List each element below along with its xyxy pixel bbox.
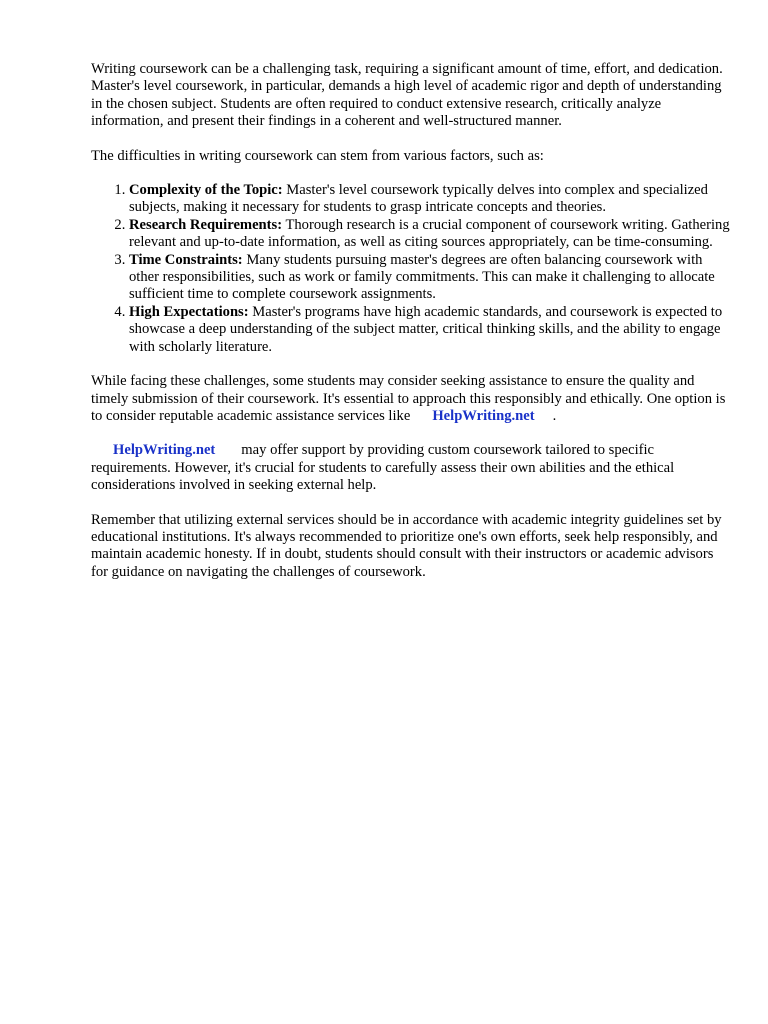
factors-intro-paragraph: The difficulties in writing coursework can stem from various factors, such as: (91, 147, 544, 164)
support-text: may offer support by providing custom coursework tailored to specific requirements. However, it's crucial for students to carefully assess their own abilities and the ethical considerations involved in seeking external help. (91, 442, 675, 494)
helpwriting-link[interactable]: HelpWriting.net (432, 407, 535, 424)
factor-text: Master's level coursework typically delves into complex and specialized subjects, making it necessary for students to grasp intricate concepts and theories. (129, 182, 708, 216)
helpwriting-link-2[interactable]: HelpWriting.net (113, 442, 216, 459)
factors-list (91, 182, 731, 356)
factor-term: High Expectations: (129, 303, 249, 320)
assistance-paragraph (91, 373, 731, 425)
document-body (91, 61, 731, 598)
assistance-end: . (552, 407, 557, 424)
list-item (129, 217, 731, 252)
list-item (129, 304, 731, 356)
factor-term: Time Constraints: (129, 251, 243, 268)
support-paragraph (91, 442, 731, 494)
integrity-paragraph: Remember that utilizing external services should be in accordance with academic integrity guidelines set by educational institutions. It's always recommended to prioritize one's own efforts, seek help responsibly, and maintain academic honesty. If in doubt, students should consult with their instructors or academic advisors for guidance on navigating the challenges of coursework. (91, 511, 722, 580)
assistance-text: While facing these challenges, some students may consider seeking assistance to ensure the quality and timely submission of their coursework. It's essential to approach this responsibly and ethically. One option is to consider reputable academic assistance services like (91, 373, 726, 424)
list-item (129, 252, 731, 304)
factor-text: Master's programs have high academic standards, and coursework is expected to showcase a deep understanding of the subject matter, critical thinking skills, and the ability to engage with scholarly literature. (129, 303, 723, 355)
intro-paragraph: Writing coursework can be a challenging task, requiring a significant amount of time, effort, and dedication. Master's level coursework, in particular, demands a high level of academic rigor and depth of understanding in the chosen subject. Students are often required to conduct extensive research, critically analyze information, and present their findings in a coherent and well-structured manner. (91, 61, 723, 130)
factor-term: Research Requirements: (129, 216, 283, 233)
factor-term: Complexity of the Topic: (129, 182, 283, 199)
factor-text: Many students pursuing master's degrees are often balancing coursework with other responsibilities, such as work or family commitments. This can make it challenging to allocate sufficient time to complete coursework assignments. (129, 251, 715, 303)
list-item (129, 182, 731, 217)
factor-text: Thorough research is a crucial component of coursework writing. Gathering relevant and up-to-date information, as well as citing sources appropriately, can be time-consuming. (129, 216, 730, 251)
